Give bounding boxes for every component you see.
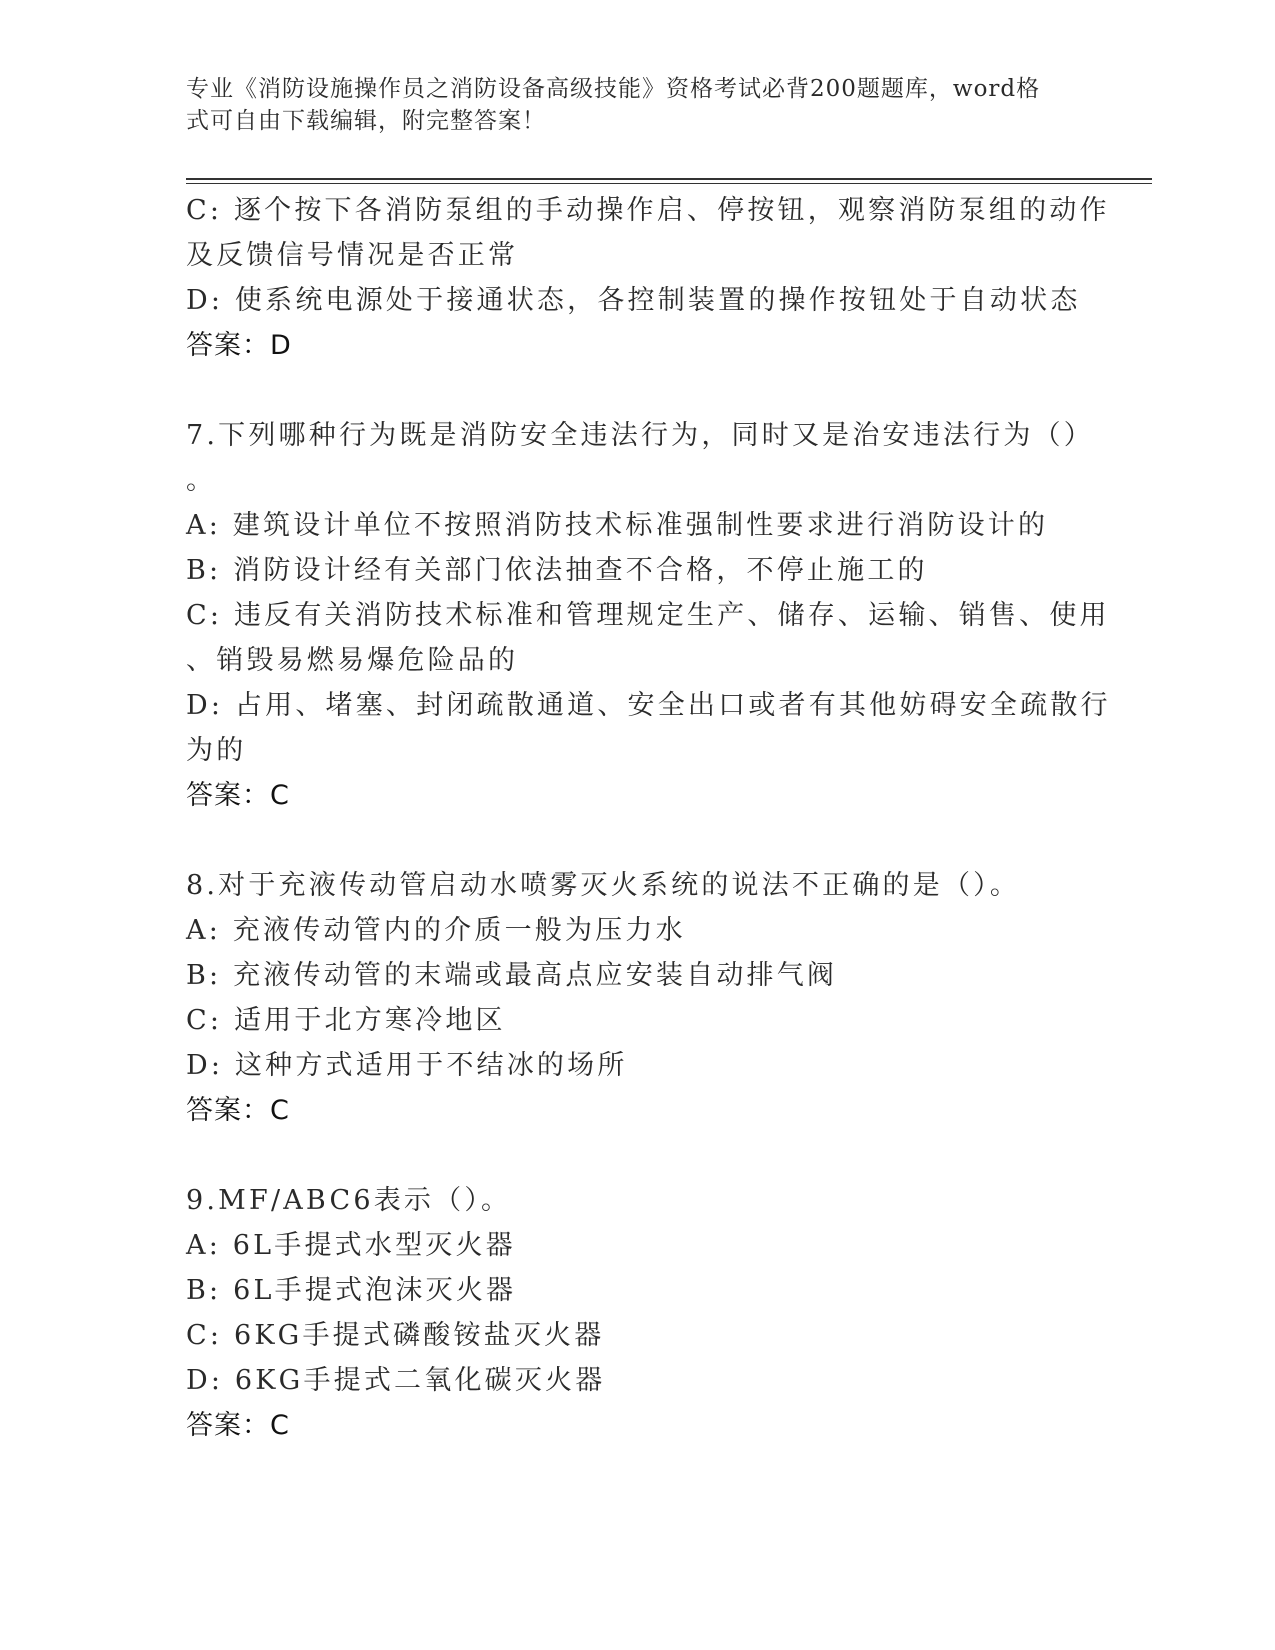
- answer: 答案：C: [186, 1095, 290, 1126]
- question-stem-line-2: 。: [186, 465, 217, 496]
- question-stem-line-1: 7.下列哪种行为既是消防安全违法行为，同时又是治安违法行为（）: [186, 420, 1094, 451]
- option-a: A: 建筑设计单位不按照消防技术标准强制性要求进行消防设计的: [186, 510, 1049, 541]
- question-8: [186, 863, 1086, 1133]
- option-d-line-2: 为的: [186, 735, 247, 766]
- option-b: B: 消防设计经有关部门依法抽查不合格，不停止施工的: [186, 555, 928, 586]
- option-d: D: 6KG手提式二氧化碳灭火器: [186, 1365, 606, 1396]
- option-c-line-2: 及反馈信号情况是否正常: [186, 240, 519, 271]
- option-c-line-1: C: 违反有关消防技术标准和管理规定生产、储存、运输、销售、使用: [186, 600, 1110, 631]
- answer: 答案：C: [186, 780, 290, 811]
- option-a: A: 充液传动管内的介质一般为压力水: [186, 915, 686, 946]
- header-divider-thin: [186, 183, 1152, 184]
- document-header: [186, 73, 1086, 137]
- question-stem: 8.对于充液传动管启动水喷雾灭火系统的说法不正确的是（）。: [186, 870, 1021, 901]
- option-d-line-1: D: 占用、堵塞、封闭疏散通道、安全出口或者有其他妨碍安全疏散行: [186, 690, 1111, 721]
- option-b: B: 6L手提式泡沫灭火器: [186, 1275, 517, 1306]
- option-c: C: 6KG手提式磷酸铵盐灭火器: [186, 1320, 605, 1351]
- spacer: [186, 818, 1086, 863]
- option-c: C: 适用于北方寒冷地区: [186, 1005, 506, 1036]
- spacer: [186, 368, 1086, 413]
- option-a: A: 6L手提式水型灭火器: [186, 1230, 516, 1261]
- option-c-line-2: 、销毁易燃易爆危险品的: [186, 645, 519, 676]
- header-divider-thick: [186, 178, 1152, 180]
- spacer: [186, 1133, 1086, 1178]
- answer: 答案：C: [186, 1410, 290, 1441]
- option-c-line-1: C: 逐个按下各消防泵组的手动操作启、停按钮，观察消防泵组的动作: [186, 195, 1110, 226]
- question-7: [186, 413, 1111, 818]
- header-line-1: 专业《消防设施操作员之消防设备高级技能》资格考试必背200题题库，word格: [186, 76, 1041, 102]
- question-6-tail: [186, 188, 1110, 368]
- question-stem: 9.MF/ABC6表示（）。: [186, 1185, 512, 1216]
- question-content: [186, 188, 1111, 1448]
- answer: 答案：D: [186, 330, 292, 361]
- header-line-2: 式可自由下载编辑，附完整答案！: [186, 108, 546, 134]
- option-b: B: 充液传动管的末端或最高点应安装自动排气阀: [186, 960, 838, 991]
- question-9: [186, 1178, 1086, 1448]
- option-d: D: 这种方式适用于不结冰的场所: [186, 1050, 628, 1081]
- option-d: D: 使系统电源处于接通状态，各控制装置的操作按钮处于自动状态: [186, 285, 1081, 316]
